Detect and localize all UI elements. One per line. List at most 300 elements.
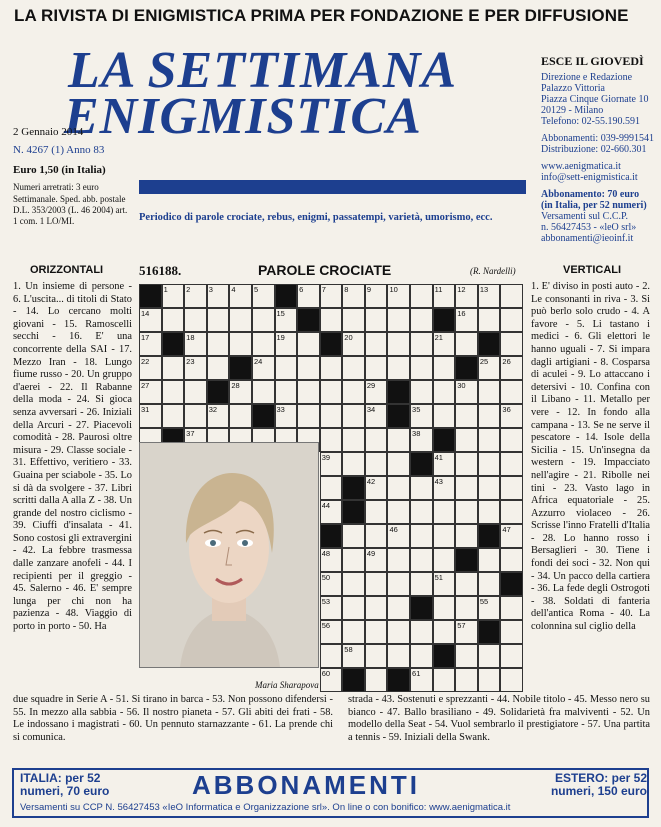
grid-cell[interactable] xyxy=(410,428,433,452)
grid-cell[interactable] xyxy=(455,380,478,404)
grid-black-cell xyxy=(342,500,365,524)
grid-cell[interactable] xyxy=(365,476,388,500)
website-link[interactable]: www.aenigmatica.it xyxy=(541,161,621,172)
grid-cell[interactable] xyxy=(500,332,523,356)
grid-number: 23 xyxy=(186,357,195,366)
grid-cell[interactable] xyxy=(455,596,478,620)
grid-number: 10 xyxy=(389,285,398,294)
contact-line: Telefono: 02-55.190.591 xyxy=(541,116,641,127)
contact-line: Piazza Cinque Giornate 10 xyxy=(541,94,649,105)
grid-cell[interactable] xyxy=(478,596,501,620)
grid-cell[interactable] xyxy=(184,380,207,404)
grid-cell[interactable] xyxy=(252,380,275,404)
grid-cell[interactable] xyxy=(500,500,523,524)
grid-cell[interactable] xyxy=(342,428,365,452)
contact-line: Abbonamenti: 039-9991541 xyxy=(541,133,655,144)
grid-cell[interactable] xyxy=(320,452,343,476)
grid-number: 17 xyxy=(141,333,150,342)
down-title: VERTICALI xyxy=(563,264,622,276)
grid-cell[interactable] xyxy=(410,644,433,668)
grid-cell[interactable] xyxy=(229,308,252,332)
grid-cell[interactable] xyxy=(342,404,365,428)
down-clues: 1. E' diviso in posti auto - 2. Le consonanti in riva - 3. Si può berlo solo crudo - 4. A favore - 5. Li tastano i medici - 6. Gli elettori le hanno uguali - 7. Si impara dagli artigiani - 8. Cosparsa di aculei - 9. Lo attaccano i detersivi - 10. Confina con il Libano - 11. Metallo per vere - 12. In fondo alla campana - 13. Se ne serve il pescatore - 14. Isole della Sicilia - 15. Un'insegna da western - 19. Impacciato nell'agire - 21. Ribolle nei tini - 23. Vasto lago in Africa equatoriale - 25. Azzurro violaceo - 26. Scrisse l'inno Fratelli d'Italia - 28. Lo hanno rosso i Bersaglieri - 30. Tiene i fondi dei soci - 32. Non qui - 34. Un pacco della cartiera - 36. La fede degli Ostrogoti - 38. Soldati di fanteria dell'antica Roma - 40. La colonnina sul ciglio della xyxy=(531,281,650,633)
grid-cell[interactable] xyxy=(162,380,185,404)
puzzle-title: PAROLE CROCIATE xyxy=(258,262,392,278)
grid-cell[interactable] xyxy=(365,452,388,476)
subscription-footer: Versamenti su CCP N. 56427453 «IeO Informatica e Organizzazione srl». On line o con bonifico: www.aenigmatica.it xyxy=(20,802,511,813)
grid-cell[interactable] xyxy=(365,356,388,380)
grid-number: 20 xyxy=(344,333,353,342)
grid-cell[interactable] xyxy=(139,380,162,404)
contact-line: Abbonamento: 70 euro xyxy=(541,189,640,200)
grid-cell[interactable] xyxy=(478,476,501,500)
puzzle-id: 516188. xyxy=(139,263,182,278)
grid-cell[interactable] xyxy=(365,644,388,668)
grid-number: 51 xyxy=(434,573,443,582)
grid-cell[interactable] xyxy=(207,308,230,332)
grid-cell[interactable] xyxy=(433,476,456,500)
grid-cell[interactable] xyxy=(252,356,275,380)
grid-cell[interactable] xyxy=(387,332,410,356)
grid-cell[interactable] xyxy=(410,332,433,356)
grid-number: 24 xyxy=(253,357,263,366)
grid-number: 12 xyxy=(457,285,466,294)
contact-line: Distribuzione: 02-660.301 xyxy=(541,144,647,155)
grid-black-cell xyxy=(410,452,433,476)
contact-line: Palazzo Vittoria xyxy=(541,83,605,94)
grid-cell[interactable] xyxy=(387,620,410,644)
grid-cell[interactable] xyxy=(455,284,478,308)
grid-black-cell xyxy=(433,428,456,452)
grid-cell[interactable] xyxy=(297,356,320,380)
subscription-title: ABBONAMENTI xyxy=(192,770,420,800)
grid-cell[interactable] xyxy=(410,284,433,308)
grid-cell[interactable] xyxy=(500,620,523,644)
across-title: ORIZZONTALI xyxy=(30,264,104,276)
contact-line: Direzione e Redazione xyxy=(541,72,633,83)
issue-arretrati: Numeri arretrati: 3 euro xyxy=(13,182,99,192)
grid-cell[interactable] xyxy=(433,500,456,524)
grid-number: 22 xyxy=(141,357,150,366)
grid-cell[interactable] xyxy=(365,308,388,332)
grid-number: 55 xyxy=(479,597,489,606)
grid-cell[interactable] xyxy=(455,668,478,692)
grid-number: 39 xyxy=(321,453,331,462)
grid-cell[interactable] xyxy=(433,668,456,692)
grid-number: 3 xyxy=(208,285,213,294)
contact-lines xyxy=(541,72,656,244)
grid-cell[interactable] xyxy=(433,452,456,476)
grid-black-cell xyxy=(342,476,365,500)
grid-black-cell xyxy=(320,332,343,356)
grid-number: 26 xyxy=(502,357,511,366)
grid-number: 33 xyxy=(276,405,285,414)
photo-portrait xyxy=(139,442,319,668)
grid-cell[interactable] xyxy=(320,308,343,332)
subtitle: Periodico di parole crociate, rebus, enigmi, passatempi, varietà, umorismo, ecc. xyxy=(139,212,493,223)
grid-cell[interactable] xyxy=(478,572,501,596)
grid-cell[interactable] xyxy=(320,620,343,644)
grid-cell[interactable] xyxy=(320,644,343,668)
grid-number: 42 xyxy=(366,477,376,486)
grid-number: 6 xyxy=(299,285,304,294)
grid-number: 19 xyxy=(276,333,285,342)
issue-date: 2 Gennaio 2014 xyxy=(13,126,84,138)
grid-black-cell xyxy=(500,572,523,596)
grid-cell[interactable] xyxy=(139,356,162,380)
grid-number: 50 xyxy=(321,573,331,582)
grid-number: 28 xyxy=(231,381,240,390)
grid-cell[interactable] xyxy=(320,428,343,452)
grid-number: 4 xyxy=(231,285,236,294)
grid-cell[interactable] xyxy=(387,500,410,524)
grid-cell[interactable] xyxy=(387,308,410,332)
grid-number: 21 xyxy=(434,333,443,342)
grid-number: 56 xyxy=(321,621,331,630)
grid-cell[interactable] xyxy=(455,332,478,356)
grid-cell[interactable] xyxy=(500,548,523,572)
grid-cell[interactable] xyxy=(342,284,365,308)
grid-cell[interactable] xyxy=(500,476,523,500)
grid-cell[interactable] xyxy=(320,476,343,500)
grid-number: 58 xyxy=(344,645,353,654)
grid-black-cell xyxy=(275,284,298,308)
grid-black-cell xyxy=(320,524,343,548)
grid-cell[interactable] xyxy=(433,548,456,572)
subscription-box xyxy=(12,768,649,818)
grid-number: 31 xyxy=(141,405,150,414)
grid-cell[interactable] xyxy=(275,356,298,380)
grid-cell[interactable] xyxy=(387,644,410,668)
grid-number: 37 xyxy=(186,429,195,438)
grid-number: 15 xyxy=(276,309,285,318)
grid-cell[interactable] xyxy=(500,644,523,668)
across-clues-tail: due squadre in Serie A - 51. Si tirano in barca - 53. Non possono difendersi - 55. In mezzo alla sabbia - 56. Il nostro pianeta - 57. Gli abiti dei frati - 58. Le indossano i magistrati - 60. Un pennuto starnazzante - 61. La prende chi si comunica. xyxy=(13,694,333,743)
puzzle-author: (R. Nardelli) xyxy=(470,266,516,276)
grid-number: 25 xyxy=(479,357,489,366)
issue-number: N. 4267 (1) Anno 83 xyxy=(13,144,105,156)
grid-number: 32 xyxy=(208,405,218,414)
grid-cell[interactable] xyxy=(252,284,275,308)
grid-cell[interactable] xyxy=(365,380,388,404)
grid-cell[interactable] xyxy=(433,572,456,596)
grid-cell[interactable] xyxy=(342,572,365,596)
grid-cell[interactable] xyxy=(500,380,523,404)
grid-cell[interactable] xyxy=(320,380,343,404)
grid-cell[interactable] xyxy=(365,284,388,308)
grid-cell[interactable] xyxy=(139,332,162,356)
grid-cell[interactable] xyxy=(184,356,207,380)
grid-number: 14 xyxy=(141,309,150,318)
grid-number: 30 xyxy=(457,381,466,390)
grid-cell[interactable] xyxy=(433,620,456,644)
grid-cell[interactable] xyxy=(410,620,433,644)
grid-cell[interactable] xyxy=(320,668,343,692)
grid-cell[interactable] xyxy=(455,308,478,332)
grid-number: 53 xyxy=(321,597,331,606)
grid-cell[interactable] xyxy=(410,476,433,500)
grid-number: 18 xyxy=(186,333,195,342)
grid-cell[interactable] xyxy=(162,308,185,332)
grid-cell[interactable] xyxy=(162,356,185,380)
grid-number: 49 xyxy=(366,549,376,558)
grid-cell[interactable] xyxy=(478,668,501,692)
grid-cell[interactable] xyxy=(139,404,162,428)
grid-black-cell xyxy=(387,668,410,692)
grid-cell[interactable] xyxy=(455,428,478,452)
grid-cell[interactable] xyxy=(365,404,388,428)
grid-cell[interactable] xyxy=(387,284,410,308)
grid-cell[interactable] xyxy=(365,668,388,692)
grid-cell[interactable] xyxy=(500,284,523,308)
grid-cell[interactable] xyxy=(342,332,365,356)
grid-cell[interactable] xyxy=(387,476,410,500)
grid-cell[interactable] xyxy=(410,308,433,332)
portrait-illustration xyxy=(140,443,318,667)
grid-cell[interactable] xyxy=(342,524,365,548)
grid-cell[interactable] xyxy=(162,284,185,308)
grid-cell[interactable] xyxy=(342,620,365,644)
grid-number: 29 xyxy=(366,381,376,390)
grid-number: 1 xyxy=(163,285,168,294)
grid-black-cell xyxy=(207,380,230,404)
grid-cell[interactable] xyxy=(297,332,320,356)
grid-number: 48 xyxy=(321,549,331,558)
grid-cell[interactable] xyxy=(433,524,456,548)
grid-number: 60 xyxy=(321,669,331,678)
grid-number: 41 xyxy=(434,453,443,462)
grid-number: 46 xyxy=(389,525,398,534)
grid-cell[interactable] xyxy=(455,524,478,548)
grid-number: 35 xyxy=(412,405,421,414)
grid-cell[interactable] xyxy=(410,380,433,404)
grid-cell[interactable] xyxy=(387,356,410,380)
grid-cell[interactable] xyxy=(365,572,388,596)
grid-cell[interactable] xyxy=(207,356,230,380)
grid-black-cell xyxy=(478,524,501,548)
blue-rule xyxy=(139,180,526,194)
issue-postal: Settimanale. Sped. abb. postale D.L. 353/2003 (L. 46 2004) art. 1 com. 1 LO/MI. xyxy=(13,194,128,226)
contact-line: Versamenti sul C.C.P. xyxy=(541,211,628,222)
grid-cell[interactable] xyxy=(433,332,456,356)
grid-cell[interactable] xyxy=(252,332,275,356)
grid-cell[interactable] xyxy=(342,644,365,668)
grid-cell[interactable] xyxy=(455,500,478,524)
grid-cell[interactable] xyxy=(229,332,252,356)
grid-number: 5 xyxy=(253,285,259,294)
grid-number: 11 xyxy=(434,285,443,294)
grid-cell[interactable] xyxy=(387,428,410,452)
issue-price: Euro 1,50 (in Italia) xyxy=(13,164,106,176)
grid-cell[interactable] xyxy=(365,500,388,524)
grid-cell[interactable] xyxy=(455,572,478,596)
grid-cell[interactable] xyxy=(500,524,523,548)
grid-cell[interactable] xyxy=(478,644,501,668)
grid-cell[interactable] xyxy=(184,284,207,308)
grid-cell[interactable] xyxy=(410,548,433,572)
contact-line: 20129 - Milano xyxy=(541,105,604,116)
title-line-1: LA SETTIMANA xyxy=(68,42,458,99)
grid-cell[interactable] xyxy=(433,404,456,428)
grid-cell[interactable] xyxy=(320,500,343,524)
grid-black-cell xyxy=(342,668,365,692)
grid-cell[interactable] xyxy=(455,620,478,644)
grid-cell[interactable] xyxy=(342,548,365,572)
grid-cell[interactable] xyxy=(478,428,501,452)
grid-cell[interactable] xyxy=(184,404,207,428)
grid-cell[interactable] xyxy=(342,596,365,620)
grid-cell[interactable] xyxy=(478,500,501,524)
grid-cell[interactable] xyxy=(455,476,478,500)
grid-cell[interactable] xyxy=(297,284,320,308)
estero-price: ESTERO: per 52 numeri, 150 euro xyxy=(550,771,647,798)
grid-black-cell xyxy=(387,380,410,404)
grid-black-cell xyxy=(478,620,501,644)
grid-cell[interactable] xyxy=(184,308,207,332)
grid-cell[interactable] xyxy=(162,404,185,428)
grid-number: 8 xyxy=(344,285,349,294)
grid-cell[interactable] xyxy=(365,332,388,356)
grid-cell[interactable] xyxy=(387,524,410,548)
grid-cell[interactable] xyxy=(387,548,410,572)
grid-number: 44 xyxy=(321,501,331,510)
grid-number: 34 xyxy=(366,405,376,414)
grid-cell[interactable] xyxy=(433,596,456,620)
grid-cell[interactable] xyxy=(252,308,275,332)
grid-black-cell xyxy=(139,284,162,308)
grid-cell[interactable] xyxy=(500,404,523,428)
grid-cell[interactable] xyxy=(297,380,320,404)
grid-cell[interactable] xyxy=(410,500,433,524)
grid-cell[interactable] xyxy=(410,356,433,380)
grid-cell[interactable] xyxy=(387,572,410,596)
email-link[interactable]: abbonamenti@ieoinf.it xyxy=(541,233,634,244)
grid-number: 47 xyxy=(502,525,511,534)
grid-cell[interactable] xyxy=(275,308,298,332)
grid-cell[interactable] xyxy=(478,284,501,308)
grid-cell[interactable] xyxy=(342,356,365,380)
grid-cell[interactable] xyxy=(275,404,298,428)
esce: ESCE IL GIOVEDÌ xyxy=(541,54,644,68)
grid-black-cell xyxy=(162,332,185,356)
grid-number: 43 xyxy=(434,477,443,486)
grid-number: 57 xyxy=(457,621,466,630)
grid-number: 27 xyxy=(141,381,150,390)
grid-black-cell xyxy=(229,356,252,380)
grid-number: 13 xyxy=(479,285,489,294)
grid-cell[interactable] xyxy=(365,524,388,548)
grid-cell[interactable] xyxy=(365,428,388,452)
italia-price: ITALIA: per 52 numeri, 70 euro xyxy=(20,771,110,798)
grid-number: 38 xyxy=(412,429,421,438)
grid-cell[interactable] xyxy=(320,284,343,308)
grid-number: 16 xyxy=(457,309,466,318)
grid-cell[interactable] xyxy=(342,308,365,332)
grid-cell[interactable] xyxy=(500,308,523,332)
grid-cell[interactable] xyxy=(433,356,456,380)
grid-cell[interactable] xyxy=(455,452,478,476)
grid-black-cell xyxy=(433,644,456,668)
grid-cell[interactable] xyxy=(410,572,433,596)
grid-black-cell xyxy=(455,548,478,572)
grid-cell[interactable] xyxy=(207,284,230,308)
grid-cell[interactable] xyxy=(500,428,523,452)
grid-black-cell xyxy=(252,404,275,428)
grid-cell[interactable] xyxy=(207,332,230,356)
contact-line: (in Italia, per 52 numeri) xyxy=(541,200,647,211)
grid-cell[interactable] xyxy=(342,380,365,404)
grid-cell[interactable] xyxy=(500,596,523,620)
grid-cell[interactable] xyxy=(229,380,252,404)
grid-cell[interactable] xyxy=(320,572,343,596)
grid-number: 9 xyxy=(366,285,372,294)
grid-number: 2 xyxy=(186,285,191,294)
masthead xyxy=(64,42,458,145)
grid-cell[interactable] xyxy=(139,308,162,332)
grid-cell[interactable] xyxy=(410,404,433,428)
photo-caption: Maria Sharapova xyxy=(255,680,319,690)
grid-cell[interactable] xyxy=(478,356,501,380)
grid-cell[interactable] xyxy=(320,548,343,572)
title-line-2: ENIGMISTICA xyxy=(64,88,422,145)
grid-cell[interactable] xyxy=(320,404,343,428)
grid-cell[interactable] xyxy=(229,284,252,308)
grid-cell[interactable] xyxy=(365,548,388,572)
grid-cell[interactable] xyxy=(184,332,207,356)
grid-cell[interactable] xyxy=(365,620,388,644)
grid-cell[interactable] xyxy=(410,524,433,548)
grid-cell[interactable] xyxy=(500,452,523,476)
email-link[interactable]: info@sett-enigmistica.it xyxy=(541,172,638,183)
grid-cell[interactable] xyxy=(500,356,523,380)
grid-number: 61 xyxy=(412,669,421,678)
grid-cell[interactable] xyxy=(478,380,501,404)
grid-number: 36 xyxy=(502,405,511,414)
grid-cell[interactable] xyxy=(478,452,501,476)
tagline: LA RIVISTA DI ENIGMISTICA PRIMA PER FONDAZIONE E PER DIFFUSIONE xyxy=(14,6,629,25)
grid-cell[interactable] xyxy=(275,380,298,404)
grid-cell[interactable] xyxy=(207,404,230,428)
grid-cell[interactable] xyxy=(320,356,343,380)
grid-cell[interactable] xyxy=(433,380,456,404)
grid-cell[interactable] xyxy=(478,308,501,332)
grid-cell[interactable] xyxy=(387,596,410,620)
grid-black-cell xyxy=(433,308,456,332)
grid-cell[interactable] xyxy=(320,596,343,620)
grid-cell[interactable] xyxy=(342,452,365,476)
grid-cell[interactable] xyxy=(500,668,523,692)
grid-black-cell xyxy=(455,356,478,380)
grid-black-cell xyxy=(478,332,501,356)
grid-number: 7 xyxy=(321,285,326,294)
grid-cell[interactable] xyxy=(455,404,478,428)
grid-cell[interactable] xyxy=(455,644,478,668)
grid-cell[interactable] xyxy=(297,404,320,428)
grid-black-cell xyxy=(387,404,410,428)
contact-line: n. 56427453 - «leO srl» xyxy=(541,222,637,233)
grid-cell[interactable] xyxy=(478,548,501,572)
grid-cell[interactable] xyxy=(275,332,298,356)
grid-cell[interactable] xyxy=(365,596,388,620)
grid-cell[interactable] xyxy=(410,668,433,692)
grid-black-cell xyxy=(297,308,320,332)
down-clues-tail: strada - 43. Sostenuti e sprezzanti - 44. Nobile titolo - 45. Messo nero su bianco - 47. Ballo brasiliano - 49. Solidarietà fra malviventi - 52. Un modello della Seat - 54. Vuol sembrarlo il prestigiatore - 57. Una partita a tennis - 59. Iniziali della Swank. xyxy=(348,694,650,743)
grid-cell[interactable] xyxy=(433,284,456,308)
grid-cell[interactable] xyxy=(387,452,410,476)
grid-cell[interactable] xyxy=(478,404,501,428)
grid-cell[interactable] xyxy=(229,404,252,428)
grid-black-cell xyxy=(410,596,433,620)
